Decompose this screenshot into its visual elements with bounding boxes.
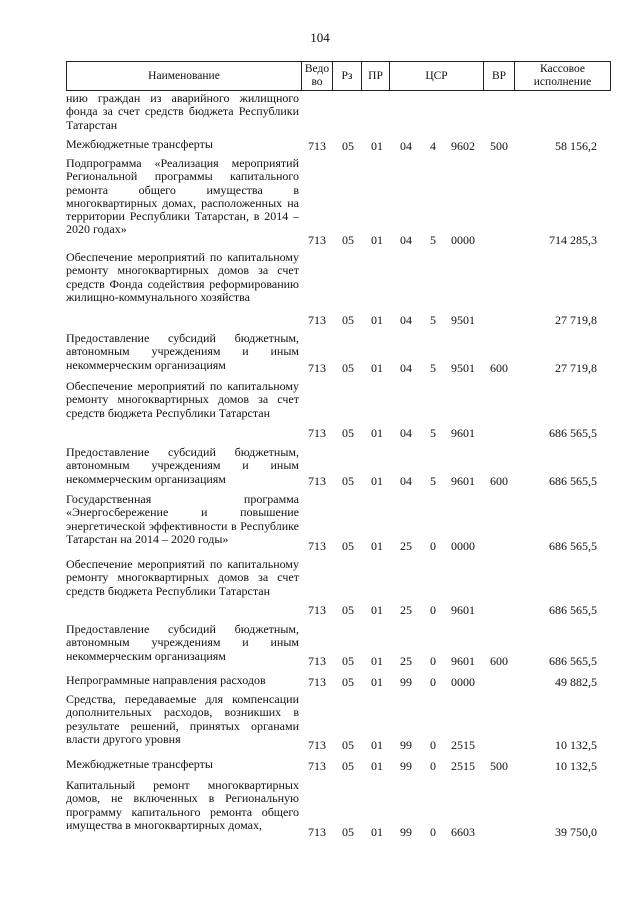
row-rz: 05: [342, 539, 354, 553]
row-pr: 01: [371, 603, 383, 617]
row-name: Обеспечение мероприятий по капитальному ремонту многоквартирных домов за счет средств Фонда содействия реформированию жилищно-коммунального хозяйства: [66, 250, 299, 304]
table-row: [66, 674, 611, 689]
row-name: Непрограммные направления расходов: [66, 673, 266, 687]
table-row: [66, 92, 611, 134]
table-header: [66, 61, 611, 91]
row-sum: 686 565,5: [549, 603, 597, 617]
table-row: [66, 779, 611, 839]
header-vedo: [302, 62, 332, 90]
row-vedo: 713: [308, 313, 326, 327]
row-vr: 600: [490, 474, 508, 488]
row-pr: 01: [371, 313, 383, 327]
row-program: 25: [400, 603, 412, 617]
row-pr: 01: [371, 759, 383, 773]
row-vedo: 713: [308, 603, 326, 617]
row-rz: 05: [342, 675, 354, 689]
row-program: 04: [400, 426, 412, 440]
row-code: 9601: [451, 426, 475, 440]
row-name: нию граждан из аварийного жилищного фонда за счет средств бюджета Республики Татарстан: [66, 91, 299, 132]
row-pr: 01: [371, 738, 383, 752]
header-kassovoe-line1: Кассовое: [540, 63, 585, 75]
table-row: [66, 380, 611, 440]
row-name: Предоставление субсидий бюджетным, автономным учреждениям и иным некоммерческим организациям: [66, 445, 299, 486]
row-pr: 01: [371, 139, 383, 153]
row-subprogram: 4: [430, 139, 436, 153]
row-rz: 05: [342, 361, 354, 375]
row-vedo: 713: [308, 654, 326, 668]
row-rz: 05: [342, 654, 354, 668]
row-code: 6603: [451, 825, 475, 839]
row-vedo: 713: [308, 759, 326, 773]
row-subprogram: 5: [430, 426, 436, 440]
row-name: Межбюджетные трансферты: [66, 137, 213, 151]
row-subprogram: 0: [430, 825, 436, 839]
row-subprogram: 0: [430, 654, 436, 668]
table-row: [66, 558, 611, 617]
row-vr: 600: [490, 654, 508, 668]
row-program: 99: [400, 738, 412, 752]
row-rz: 05: [342, 313, 354, 327]
row-vr: 500: [490, 759, 508, 773]
row-code: 9602: [451, 139, 475, 153]
row-vedo: 713: [308, 426, 326, 440]
row-code: 0000: [451, 233, 475, 247]
table-row: [66, 332, 611, 375]
header-pr: ПР: [368, 69, 383, 82]
row-rz: 05: [342, 233, 354, 247]
row-sum: 27 719,8: [555, 361, 597, 375]
row-name: Подпрограмма «Реализация мероприятий Региональной программы капитального ремонта общего имущества в многоквартирных домах, расположенных на территории Республики Татарстан, в 2014 – 2020 годах»: [66, 156, 299, 237]
row-pr: 01: [371, 233, 383, 247]
header-csr: ЦСР: [425, 69, 448, 82]
row-subprogram: 5: [430, 233, 436, 247]
row-subprogram: 0: [430, 539, 436, 553]
row-rz: 05: [342, 603, 354, 617]
row-code: 2515: [451, 759, 475, 773]
row-code: 9501: [451, 313, 475, 327]
row-code: 2515: [451, 738, 475, 752]
header-name: Наименование: [148, 69, 220, 82]
row-vedo: 713: [308, 474, 326, 488]
table-row: [66, 493, 611, 553]
row-pr: 01: [371, 361, 383, 375]
row-vedo: 713: [308, 738, 326, 752]
row-name: Предоставление субсидий бюджетным, автономным учреждениям и иным некоммерческим организациям: [66, 331, 299, 372]
row-vedo: 713: [308, 825, 326, 839]
row-pr: 01: [371, 539, 383, 553]
row-name: Предоставление субсидий бюджетным, автономным учреждениям и иным некоммерческим организациям: [66, 622, 299, 663]
row-sum: 39 750,0: [555, 825, 597, 839]
header-rz: Рз: [341, 69, 353, 82]
row-program: 99: [400, 759, 412, 773]
row-code: 9601: [451, 654, 475, 668]
row-code: 9601: [451, 603, 475, 617]
row-program: 04: [400, 474, 412, 488]
row-rz: 05: [342, 426, 354, 440]
header-vedo-line2: во: [311, 76, 323, 88]
row-program: 04: [400, 233, 412, 247]
row-pr: 01: [371, 426, 383, 440]
row-subprogram: 0: [430, 603, 436, 617]
row-subprogram: 0: [430, 675, 436, 689]
row-sum: 10 132,5: [555, 759, 597, 773]
row-vr: 500: [490, 139, 508, 153]
row-pr: 01: [371, 825, 383, 839]
row-pr: 01: [371, 654, 383, 668]
table-row: [66, 446, 611, 488]
row-vedo: 713: [308, 675, 326, 689]
row-program: 04: [400, 139, 412, 153]
row-sum: 49 882,5: [555, 675, 597, 689]
row-name: Обеспечение мероприятий по капитальному ремонту многоквартирных домов за счет средств бюджета Республики Татарстан: [66, 557, 299, 598]
row-sum: 686 565,5: [549, 426, 597, 440]
row-code: 9601: [451, 474, 475, 488]
row-pr: 01: [371, 675, 383, 689]
row-rz: 05: [342, 474, 354, 488]
row-sum: 686 565,5: [549, 654, 597, 668]
row-subprogram: 5: [430, 361, 436, 375]
row-rz: 05: [342, 139, 354, 153]
row-name: Межбюджетные трансферты: [66, 757, 213, 771]
header-vr: ВР: [491, 69, 507, 82]
row-vr: 600: [490, 361, 508, 375]
row-sum: 686 565,5: [549, 539, 597, 553]
table-row: [66, 623, 611, 668]
row-program: 25: [400, 539, 412, 553]
row-code: 0000: [451, 539, 475, 553]
row-rz: 05: [342, 825, 354, 839]
row-rz: 05: [342, 759, 354, 773]
header-vedo-line1: Ведо: [304, 63, 330, 75]
row-name: Капитальный ремонт многоквартирных домов, не включенных в Региональную программу капитального ремонта общего имущества в многоквартирных домах,: [66, 778, 299, 832]
page-number: 104: [310, 30, 330, 45]
table-row: [66, 758, 611, 773]
row-subprogram: 0: [430, 759, 436, 773]
row-sum: 58 156,2: [555, 139, 597, 153]
row-subprogram: 0: [430, 738, 436, 752]
row-code: 9501: [451, 361, 475, 375]
row-name: Средства, передаваемые для компенсации дополнительных расходов, возникших в результате решений, принятых органами власти другого уровня: [66, 692, 299, 746]
table-row: [66, 157, 611, 247]
row-rz: 05: [342, 738, 354, 752]
row-vedo: 713: [308, 539, 326, 553]
row-program: 04: [400, 361, 412, 375]
row-vedo: 713: [308, 361, 326, 375]
row-vedo: 713: [308, 233, 326, 247]
header-kassovoe-line2: исполнение: [533, 76, 592, 88]
row-sum: 10 132,5: [555, 738, 597, 752]
row-subprogram: 5: [430, 474, 436, 488]
table-row: [66, 251, 611, 327]
row-name: Государственная программа «Энергосбережение и повышение энергетической эффективности в Республике Татарстан на 2014 – 2020 годы»: [66, 492, 299, 546]
table-row: [66, 138, 611, 153]
row-code: 0000: [451, 675, 475, 689]
table-row: [66, 693, 611, 752]
row-pr: 01: [371, 474, 383, 488]
row-program: 99: [400, 825, 412, 839]
row-vedo: 713: [308, 139, 326, 153]
row-program: 04: [400, 313, 412, 327]
row-subprogram: 5: [430, 313, 436, 327]
row-sum: 27 719,8: [555, 313, 597, 327]
row-sum: 714 285,3: [549, 233, 597, 247]
row-program: 99: [400, 675, 412, 689]
row-program: 25: [400, 654, 412, 668]
row-sum: 686 565,5: [549, 474, 597, 488]
row-name: Обеспечение мероприятий по капитальному ремонту многоквартирных домов за счет средств бюджета Республики Татарстан: [66, 379, 299, 420]
header-kassovoe: [515, 62, 610, 90]
